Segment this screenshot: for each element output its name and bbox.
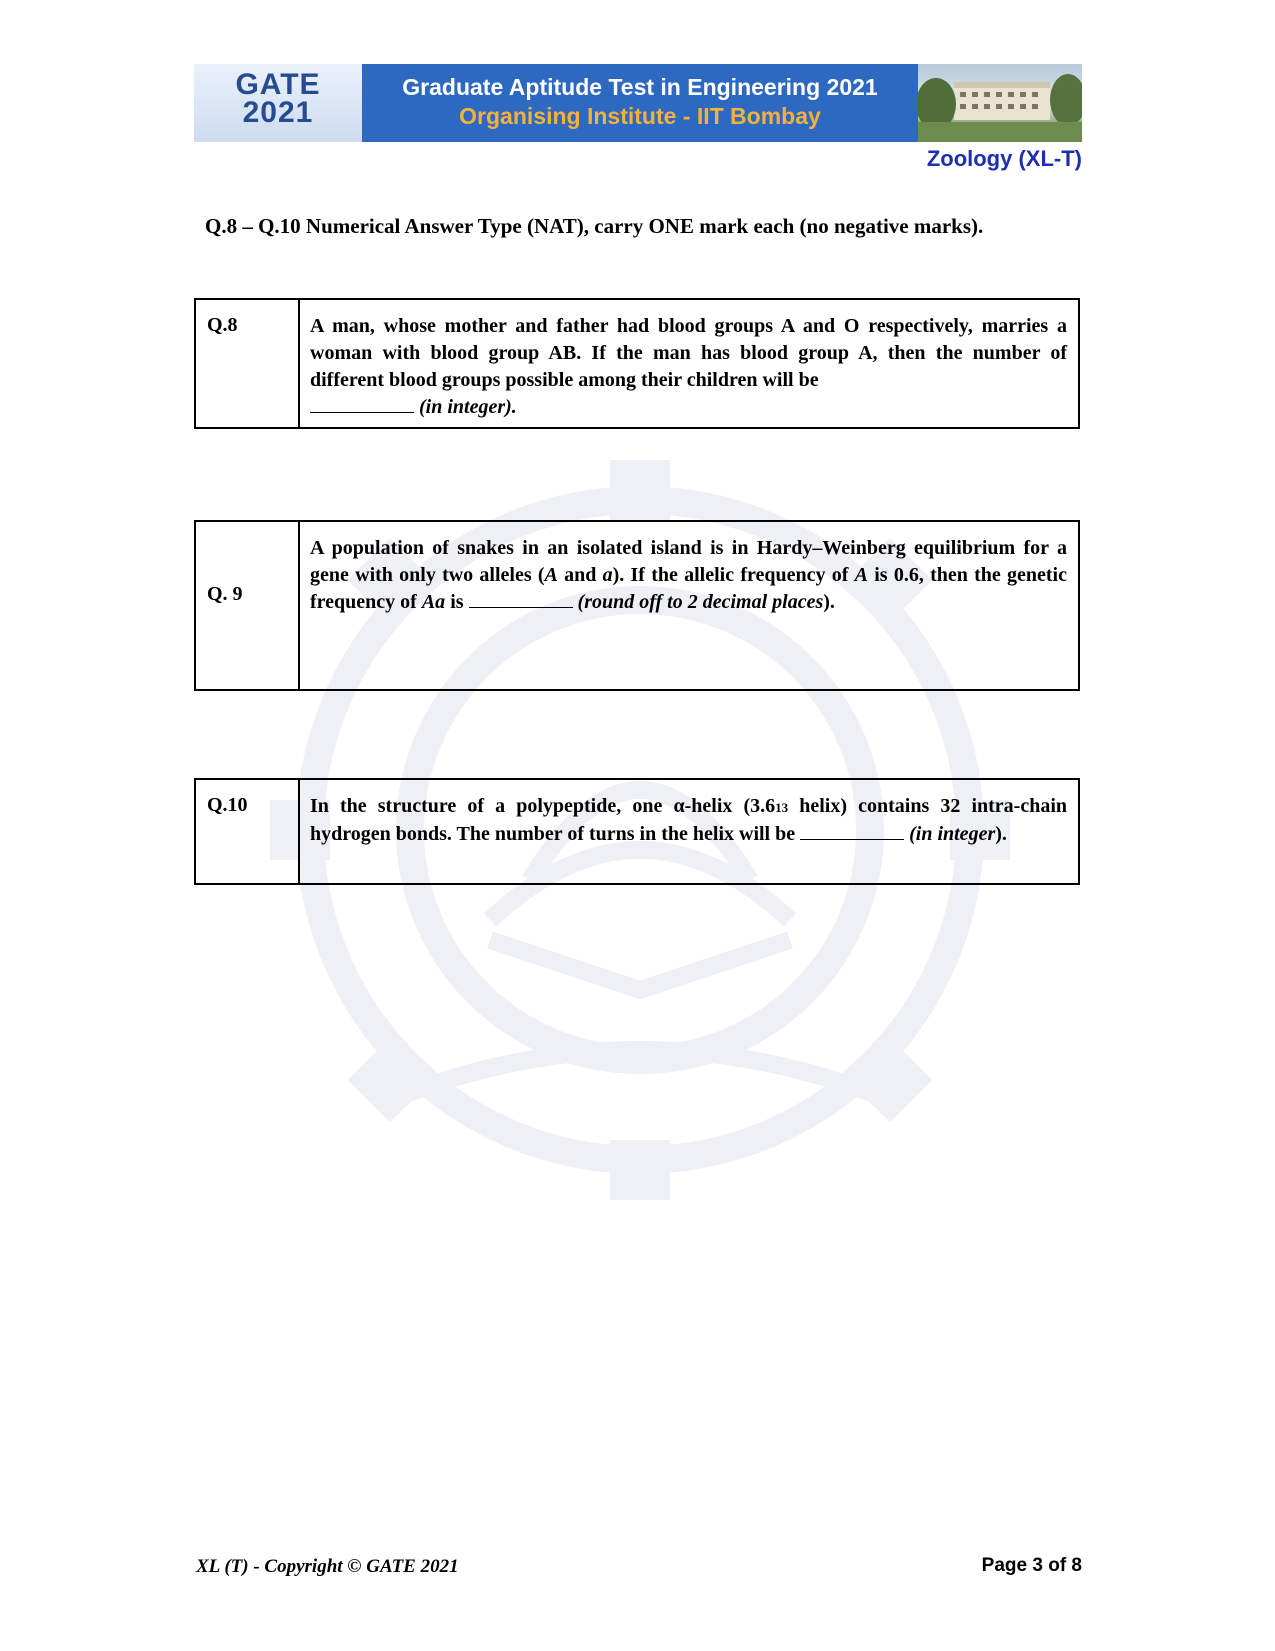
- institute-building-photo: [918, 64, 1082, 142]
- question-9-number: Q. 9: [196, 522, 300, 689]
- question-10-body-b: helix) contains 32 intra-chain hydrogen bonds. The number of turns in the helix will be: [310, 795, 1067, 845]
- building-illustration: [918, 64, 1082, 142]
- question-8-number: Q.8: [196, 300, 300, 427]
- question-9-body-a: A population of snakes in an isolated island is in Hardy–Weinberg equilibrium for a gene with only two alleles (: [310, 537, 1067, 586]
- question-8-body: A man, whose mother and father had blood groups A and O respectively, marries a woman with blood group AB. If the man has blood group A, then the number of different blood groups possible among their children will be: [310, 315, 1067, 391]
- helix-subscript: 13: [775, 800, 789, 815]
- header-banner: [194, 64, 1082, 142]
- question-10-note: (in integer: [909, 823, 996, 845]
- gate-logo: [194, 64, 362, 142]
- logo-year: 2021: [242, 96, 314, 129]
- question-9-table: [194, 520, 1080, 691]
- footer-copyright: XL (T) - Copyright © GATE 2021: [196, 1556, 459, 1577]
- question-10-end: ).: [995, 823, 1007, 845]
- answer-blank-8: [310, 394, 414, 413]
- page-number: Page 3 of 8: [981, 1555, 1082, 1576]
- answer-blank-9: [469, 589, 573, 608]
- question-8-table: [194, 298, 1080, 429]
- logo-word: GATE: [235, 68, 321, 101]
- question-9-body-d: is: [445, 591, 464, 613]
- question-8-note: (in integer).: [419, 396, 517, 418]
- question-9-and: and: [557, 564, 603, 586]
- question-10-body-a: In the structure of a polypeptide, one α-helix (3.6: [310, 795, 776, 817]
- question-9-body-b: ). If the allelic frequency of: [612, 564, 855, 586]
- question-9-text: [300, 522, 1078, 689]
- banner-title: [362, 64, 918, 142]
- question-9-body-c: is 0.6, then the genetic frequency of: [310, 564, 1067, 613]
- section-heading: Q.8 – Q.10 Numerical Answer Type (NAT), carry ONE mark each (no negative marks).: [205, 214, 984, 238]
- question-10-number: Q.10: [196, 780, 300, 883]
- answer-blank-10: [800, 821, 904, 840]
- subject-label: Zoology (XL-T): [926, 146, 1082, 171]
- question-8-text: [300, 300, 1078, 427]
- allele-A-2: A: [854, 564, 868, 586]
- banner-title-line1: Graduate Aptitude Test in Engineering 2021: [402, 74, 878, 100]
- genotype-Aa: Aa: [421, 591, 446, 613]
- banner-title-line2: Organising Institute - IIT Bombay: [459, 103, 821, 129]
- allele-a: a: [602, 564, 613, 586]
- question-9-note: (round off to 2 decimal places: [577, 591, 824, 613]
- allele-A: A: [544, 564, 558, 586]
- question-10-text: [300, 780, 1078, 883]
- question-9-end: ).: [823, 591, 835, 613]
- question-10-table: [194, 778, 1080, 885]
